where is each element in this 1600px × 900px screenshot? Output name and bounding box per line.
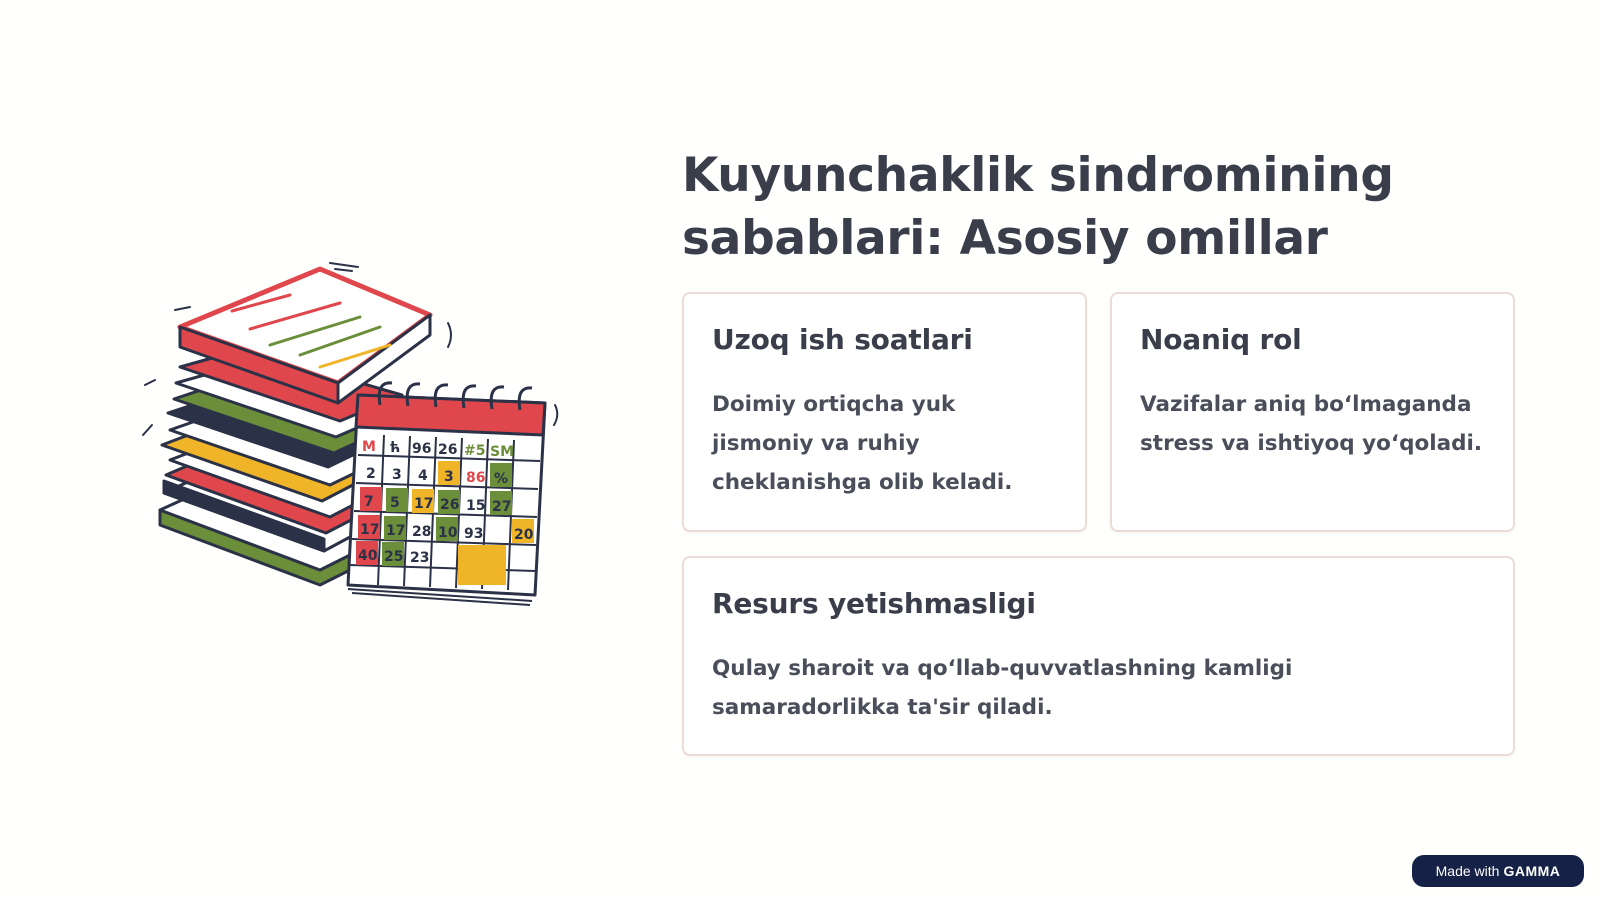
svg-text:40: 40 <box>358 548 378 564</box>
svg-text:20: 20 <box>514 527 534 543</box>
card-text: Vazifalar aniq boʻlmaganda stress va ishtiyoq yoʻqoladi. <box>1140 392 1483 456</box>
card-text: Qulay sharoit va qoʻllab-quvvatlashning kamligi samaradorlikka ta'sir qiladi. <box>712 656 1293 720</box>
card-title: Uzoq ish soatlari <box>712 323 973 356</box>
svg-text:86: 86 <box>466 470 486 486</box>
svg-text:26: 26 <box>440 497 460 513</box>
svg-text:3: 3 <box>392 467 402 483</box>
svg-text:23: 23 <box>410 550 430 566</box>
svg-text:96: 96 <box>412 441 432 457</box>
books-and-calendar-illustration <box>140 255 590 625</box>
card-title: Noaniq rol <box>1140 323 1302 356</box>
badge-prefix: Made with <box>1435 863 1500 879</box>
made-with-gamma-badge[interactable] <box>1412 855 1584 887</box>
svg-text:17: 17 <box>386 523 406 539</box>
svg-text:#5: #5 <box>464 443 486 459</box>
svg-text:93: 93 <box>464 526 484 542</box>
card-title: Resurs yetishmasligi <box>712 587 1036 620</box>
svg-text:2: 2 <box>366 466 376 482</box>
svg-text:M: M <box>362 439 376 455</box>
cause-card-long-hours <box>682 292 1087 532</box>
card-text: Doimiy ortiqcha yuk jismoniy va ruhiy cheklanishga olib keladi. <box>712 392 1013 495</box>
slide-title: Kuyunchaklik sindromining sabablari: Asosiy omillar <box>682 148 1394 266</box>
svg-text:5: 5 <box>390 495 400 511</box>
svg-text:25: 25 <box>384 549 404 565</box>
svg-text:ћ: ћ <box>390 440 401 456</box>
svg-text:4: 4 <box>418 468 428 484</box>
svg-text:17: 17 <box>360 522 380 538</box>
svg-text:3: 3 <box>444 469 454 485</box>
cause-card-lack-of-resources <box>682 556 1515 756</box>
svg-text:17: 17 <box>414 496 434 512</box>
svg-text:26: 26 <box>438 442 458 458</box>
cause-card-unclear-role <box>1110 292 1515 532</box>
svg-text:SM: SM <box>490 444 515 460</box>
svg-text:%: % <box>494 471 509 487</box>
svg-text:28: 28 <box>412 524 432 540</box>
svg-text:10: 10 <box>438 525 458 541</box>
svg-text:27: 27 <box>492 499 512 515</box>
svg-text:15: 15 <box>466 498 486 514</box>
gamma-logo: GAMMA <box>1503 863 1561 879</box>
svg-text:7: 7 <box>364 494 374 510</box>
